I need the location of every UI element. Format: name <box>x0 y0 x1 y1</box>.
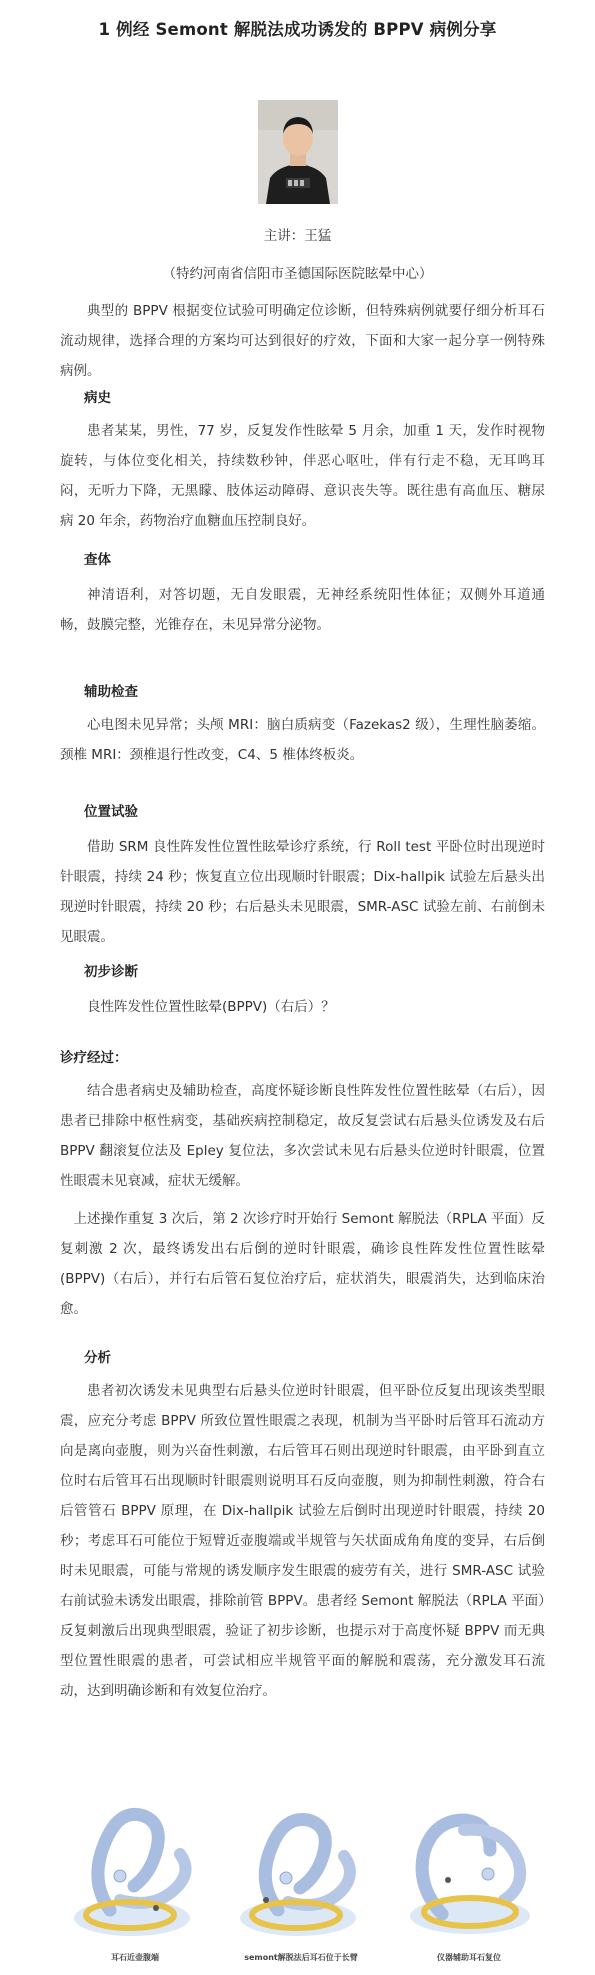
figure-2 <box>226 1790 376 1970</box>
diagnosis-paragraph: 良性阵发性位置性眩晕(BPPV)（右后）？ <box>87 999 335 1015</box>
figure-1 <box>60 1790 210 1970</box>
course-paragraph-2: 上述操作重复 3 次后，第 2 次诊疗时开始行 Semont 解脱法（RPLA 平面）反复刺激 2 次，最终诱发出右后倒的逆时针眼震，确诊良性阵发性位置性眩晕(BPPV)（右后），并行右后管石复位治疗后，症状消失，眼震消失，达到临床治愈。 <box>60 1211 545 1317</box>
speaker-affiliation: （特约河南省信阳市圣德国际医院眩晕中心） <box>162 266 433 282</box>
section-heading-exam: 查体 <box>84 552 111 568</box>
section-heading-analysis: 分析 <box>84 1350 111 1366</box>
section-heading-history: 病史 <box>84 390 111 406</box>
section-heading-diagnosis: 初步诊断 <box>84 964 138 980</box>
course-paragraph-1: 结合患者病史及辅助检查，高度怀疑诊断良性阵发性位置性眩晕（右后），因患者已排除中枢性病变，基础疾病控制稳定，故反复尝试右后悬头位诱发及右后 BPPV 翻滚复位法及 Epley 复位法，多次尝试未见右后悬头位逆时针眼震，位置性眼震未见衰减，症状无缓解。 <box>60 1083 545 1189</box>
position-paragraph: 借助 SRM 良性阵发性位置性眩晕诊疗系统，行 Roll test 平卧位时出现逆时针眼震，持续 24 秒；恢复直立位出现顺时针眼震；Dix-hallpik 试验左后悬头出现逆时针眼震，持续 20 秒；右后悬头未见眼震，SMR-ASC 试验左前、右前倒未见眼震。 <box>60 839 545 945</box>
history-paragraph: 患者某某，男性，77 岁，反复发作性眩晕 5 月余，加重 1 天，发作时视物旋转，与体位变化相关，持续数秒钟，伴恶心呕吐，伴有行走不稳，无耳鸣耳闷，无听力下降，无黑矇、肢体运动障碍、意识丧失等。既往患有高血压、糖尿病 20 年余，药物治疗血糖血压控制良好。 <box>60 423 545 529</box>
inner-ear-illustration-icon <box>394 1790 544 1950</box>
intro-paragraph: 典型的 BPPV 根据变位试验可明确定位诊断，但特殊病例就要仔细分析耳石流动规律，选择合理的方案均可达到很好的疗效，下面和大家一起分享一例特殊病例。 <box>60 303 545 379</box>
figure-caption: 仪器辅助耳石复位 <box>437 1953 501 1962</box>
analysis-paragraph: 患者初次诱发未见典型右后悬头位逆时针眼震，但平卧位反复出现该类型眼震，应充分考虑 BPPV 所致位置性眼震之表现，机制为当平卧时后管耳石流动方向是离向壶腹，则为兴奋性刺激，右后管耳石则出现逆时针眼震，由平卧到直立位时右后管耳石出现顺时针眼震则说明耳石反向壶腹，则为抑制性刺激，符合右后管管石 BPPV 原理，在 Dix-hallpik 试验左后倒时出现逆时针眼震，持续 20 秒；考虑耳石可能位于短臂近壶腹端或半规管与矢状面成角角度的变异，右后倒时未见眼震，可能与常规的诱发顺序发生眼震的疲劳有关，进行 SMR-ASC 试验右前试验未诱发出眼震，排除前管 BPPV。患者经 Semont 解脱法（RPLA 平面）反复刺激后出现典型眼震，验证了初步诊断，也提示对于高度怀疑 BPPV 而无典型位置性眼震的患者，可尝试相应半规管平面的解脱和震荡，充分激发耳石流动，达到明确诊断和有效复位治疗。 <box>60 1383 545 1699</box>
speaker-photo <box>258 100 338 204</box>
exam-paragraph: 神清语利，对答切题，无自发眼震，无神经系统阳性体征；双侧外耳道通畅，鼓膜完整，光锥存在，未见异常分泌物。 <box>60 587 545 633</box>
figure-caption: 耳石近壶腹端 <box>111 1953 159 1962</box>
section-heading-position: 位置试验 <box>84 804 138 820</box>
page-title: 1 例经 Semont 解脱法成功诱发的 BPPV 病例分享 <box>98 20 497 39</box>
figure-caption: semont解脱法后耳石位于长臂 <box>244 1953 358 1962</box>
speaker-name: 主讲：王猛 <box>263 228 332 244</box>
inner-ear-illustration-icon <box>226 1790 376 1950</box>
aux-paragraph: 心电图未见异常；头颅 MRI：脑白质病变（Fazekas2 级），生理性脑萎缩。颈椎 MRI：颈椎退行性改变，C4、5 椎体终板炎。 <box>60 717 545 763</box>
section-heading-aux: 辅助检查 <box>84 684 138 700</box>
figure-row <box>60 1790 545 1970</box>
section-heading-course: 诊疗经过： <box>60 1050 128 1066</box>
inner-ear-illustration-icon <box>60 1790 210 1950</box>
figure-3 <box>394 1790 544 1970</box>
